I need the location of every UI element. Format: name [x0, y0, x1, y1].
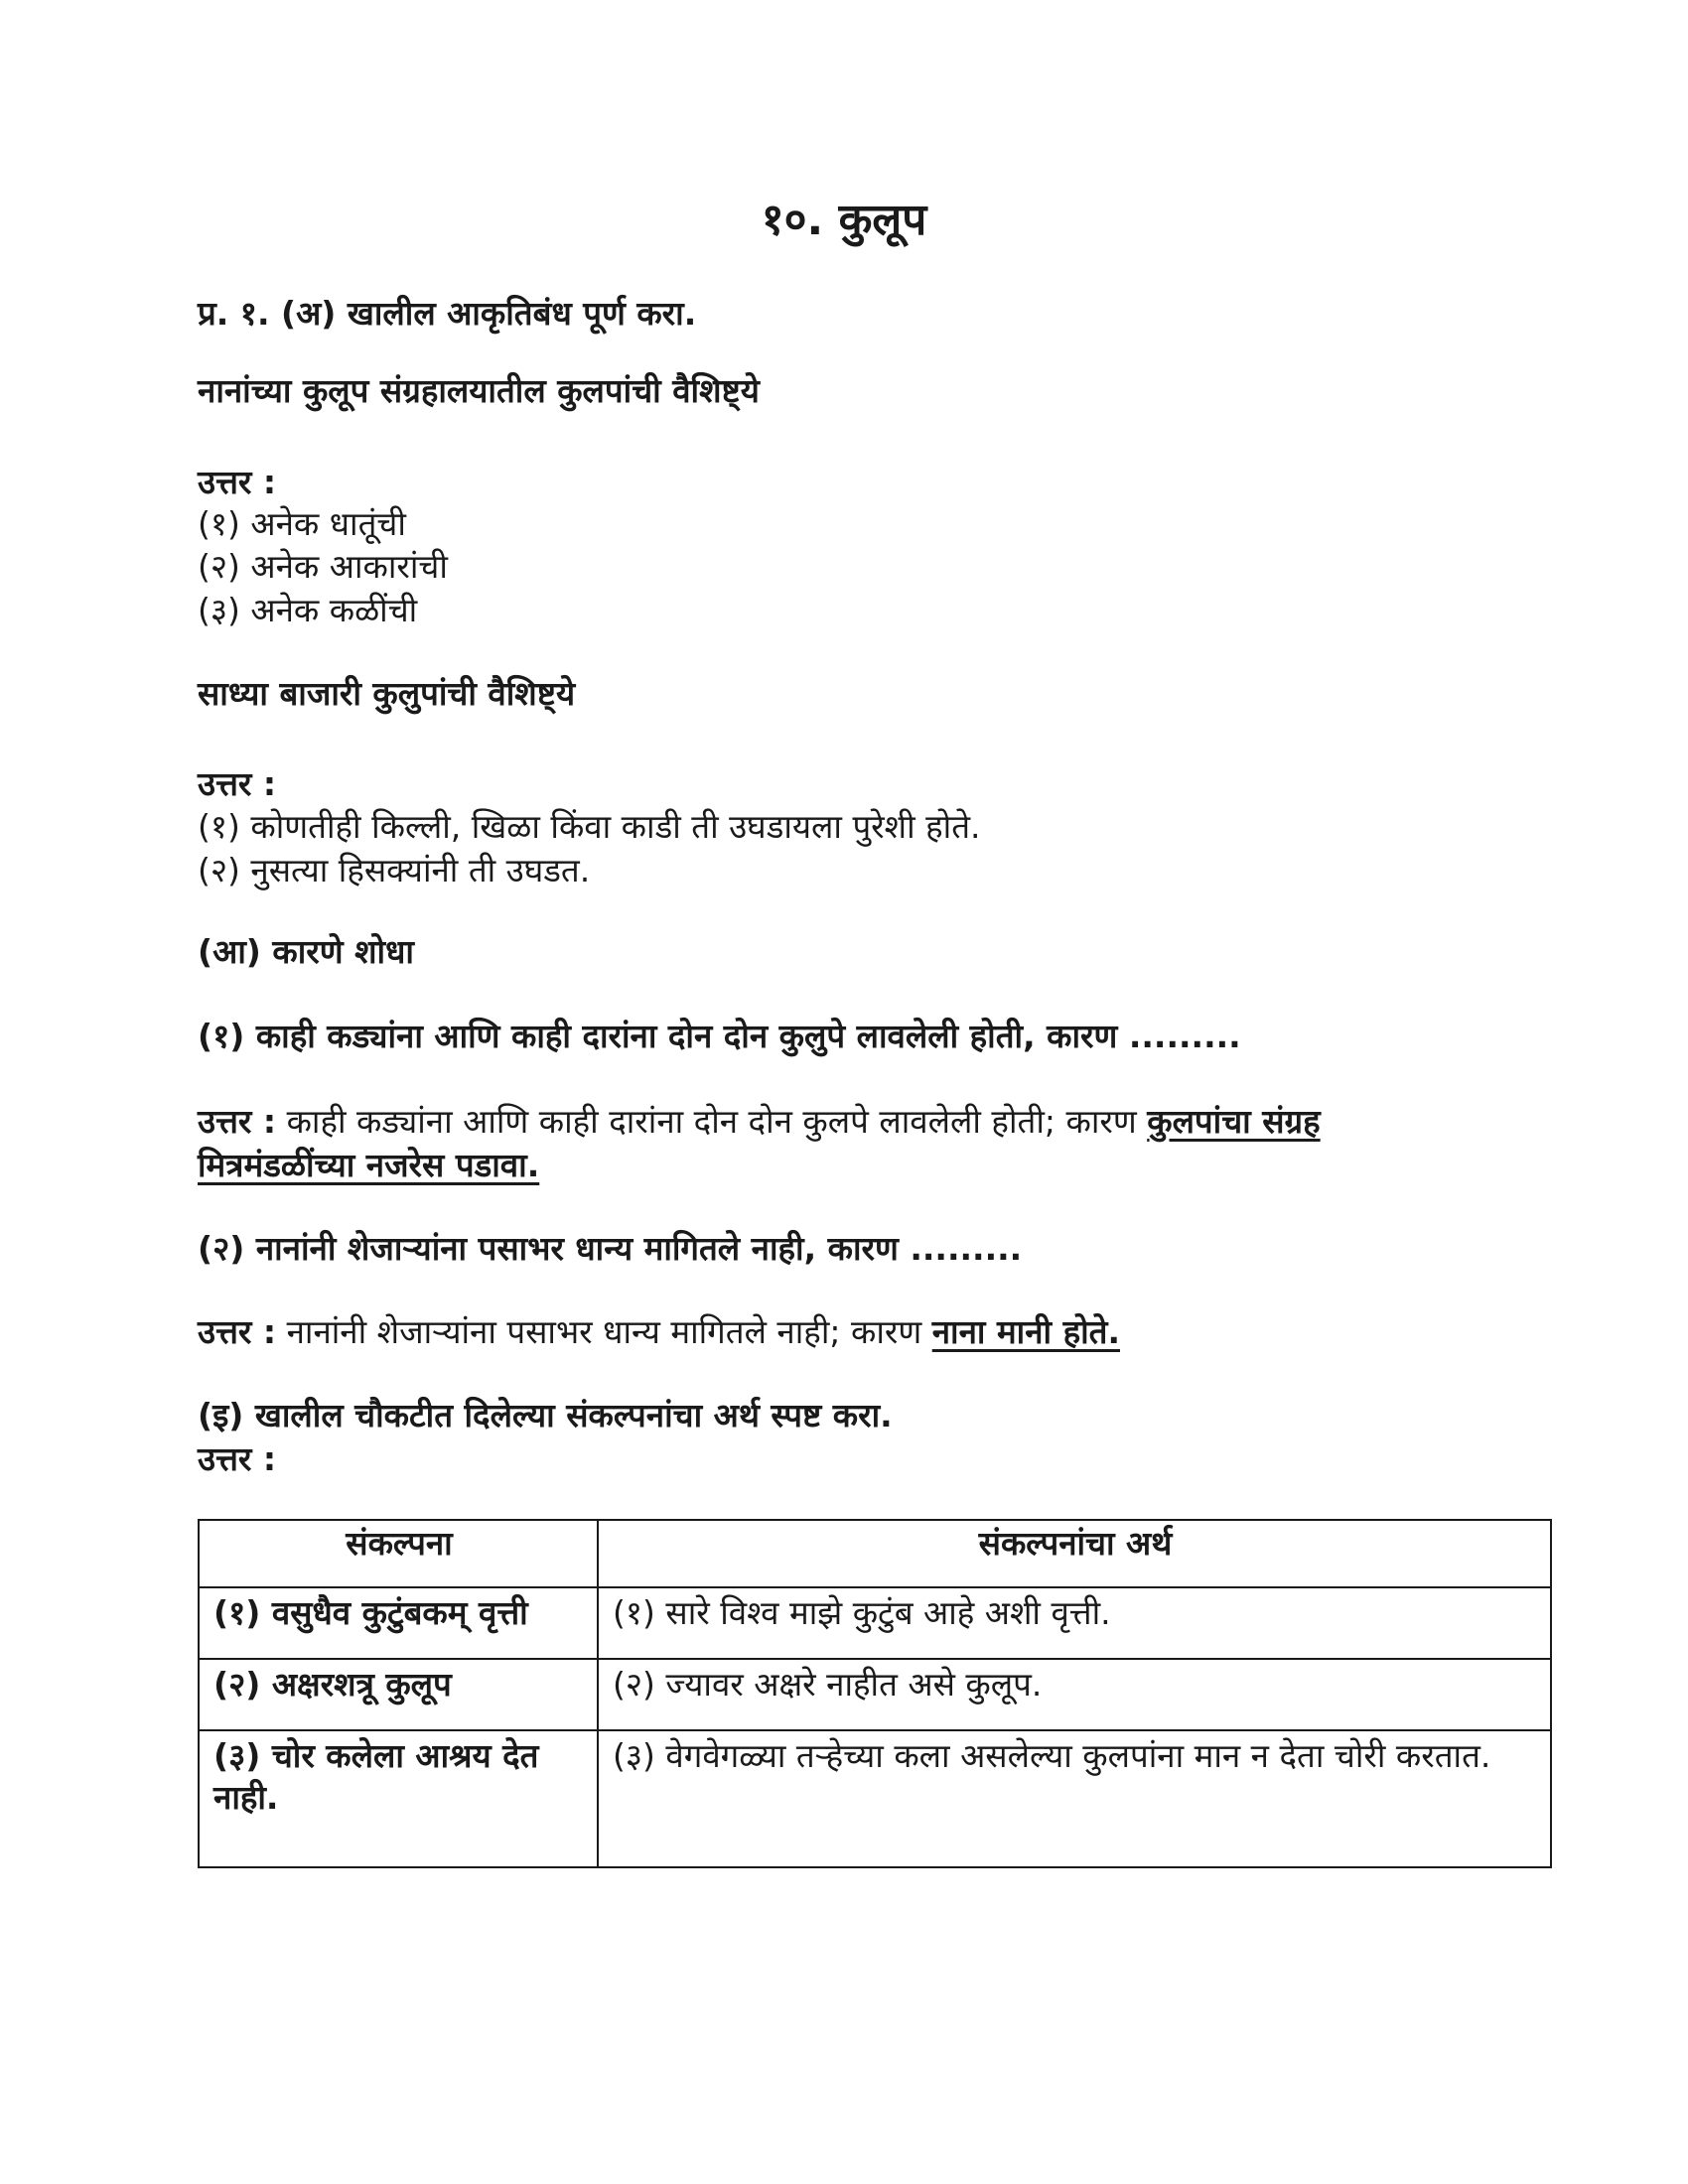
- q1b-heading: (आ) कारणे शोधा: [198, 932, 414, 971]
- table-row: [199, 1730, 1551, 1867]
- concept-cell: (२) अक्षरशत्रू कुलूप: [199, 1659, 598, 1730]
- part1-heading: नानांच्या कुलूप संग्रहालयातील कुलपांची वैशिष्ट्ये: [198, 371, 760, 410]
- part2-item: (१) कोणतीही किल्ली, खिळा किंवा काडी ती उघडायला पुरेशी होते.: [198, 807, 981, 846]
- meaning-cell: (१) सारे विश्व माझे कुटुंब आहे अशी वृत्ती.: [598, 1587, 1551, 1659]
- answer-key-phrase-continued: मित्रमंडळींच्या नजरेस पडावा.: [198, 1146, 540, 1184]
- q1a-heading: प्र. १. (अ) खालील आकृतिबंध पूर्ण करा.: [198, 294, 697, 333]
- part1-item: (२) अनेक आकारांची: [198, 547, 448, 586]
- meaning-cell: (३) वेगवेगळ्या तऱ्हेच्या कला असलेल्या कुलपांना मान न देता चोरी करतात.: [598, 1730, 1551, 1867]
- column-header: संकल्पना: [199, 1520, 598, 1587]
- concept-cell: (१) वसुधैव कुटुंबकम् वृत्ती: [199, 1587, 598, 1659]
- column-header: संकल्पनांचा अर्थ: [598, 1520, 1551, 1587]
- answer-label: उत्तर :: [198, 1312, 277, 1351]
- q1c-answer-label: उत्तर :: [198, 1439, 277, 1478]
- answer-text: काही कड्यांना आणि काही दारांना दोन दोन कुलपे लावलेली होती; कारण: [286, 1102, 1137, 1141]
- answer-key-phrase: नाना मानी होते.: [931, 1312, 1120, 1351]
- part1-answer-label: उत्तर :: [198, 463, 277, 501]
- part1-item: (३) अनेक कळींची: [198, 591, 418, 629]
- table-row: [199, 1659, 1551, 1730]
- q1b-answer-2: [198, 1310, 1120, 1354]
- part2-item: (२) नुसत्या हिसक्यांनी ती उघडत.: [198, 851, 591, 889]
- part1-item: (१) अनेक धातूंची: [198, 504, 406, 543]
- answer-key-phrase: कुलपांचा संग्रह: [1147, 1102, 1321, 1141]
- q1b-question-2: (२) नानांनी शेजाऱ्यांना पसाभर धान्य मागितले नाही, कारण .........: [198, 1229, 1023, 1268]
- q1b-question-1: (१) काही कड्यांना आणि काही दारांना दोन दोन कुलुपे लावलेली होती, कारण .........: [198, 1017, 1241, 1055]
- meaning-cell: (२) ज्यावर अक्षरे नाहीत असे कुलूप.: [598, 1659, 1551, 1730]
- table-row: [199, 1587, 1551, 1659]
- part2-heading: साध्या बाजारी कुलुपांची वैशिष्ट्ये: [198, 674, 576, 713]
- part2-answer-label: उत्तर :: [198, 764, 277, 803]
- q1b-answer-1: [198, 1100, 1321, 1144]
- table-header-row: [199, 1520, 1551, 1587]
- page-title: १०. कुलूप: [761, 195, 927, 245]
- q1c-heading: (इ) खालील चौकटीत दिलेल्या संकल्पनांचा अर्थ स्पष्ट करा.: [198, 1396, 893, 1434]
- answer-label: उत्तर :: [198, 1102, 277, 1141]
- concept-cell: (३) चोर कलेला आश्रय देत नाही.: [199, 1730, 598, 1867]
- concepts-table: [198, 1519, 1552, 1868]
- answer-text: नानांनी शेजाऱ्यांना पसाभर धान्य मागितले नाही; कारण: [286, 1312, 922, 1351]
